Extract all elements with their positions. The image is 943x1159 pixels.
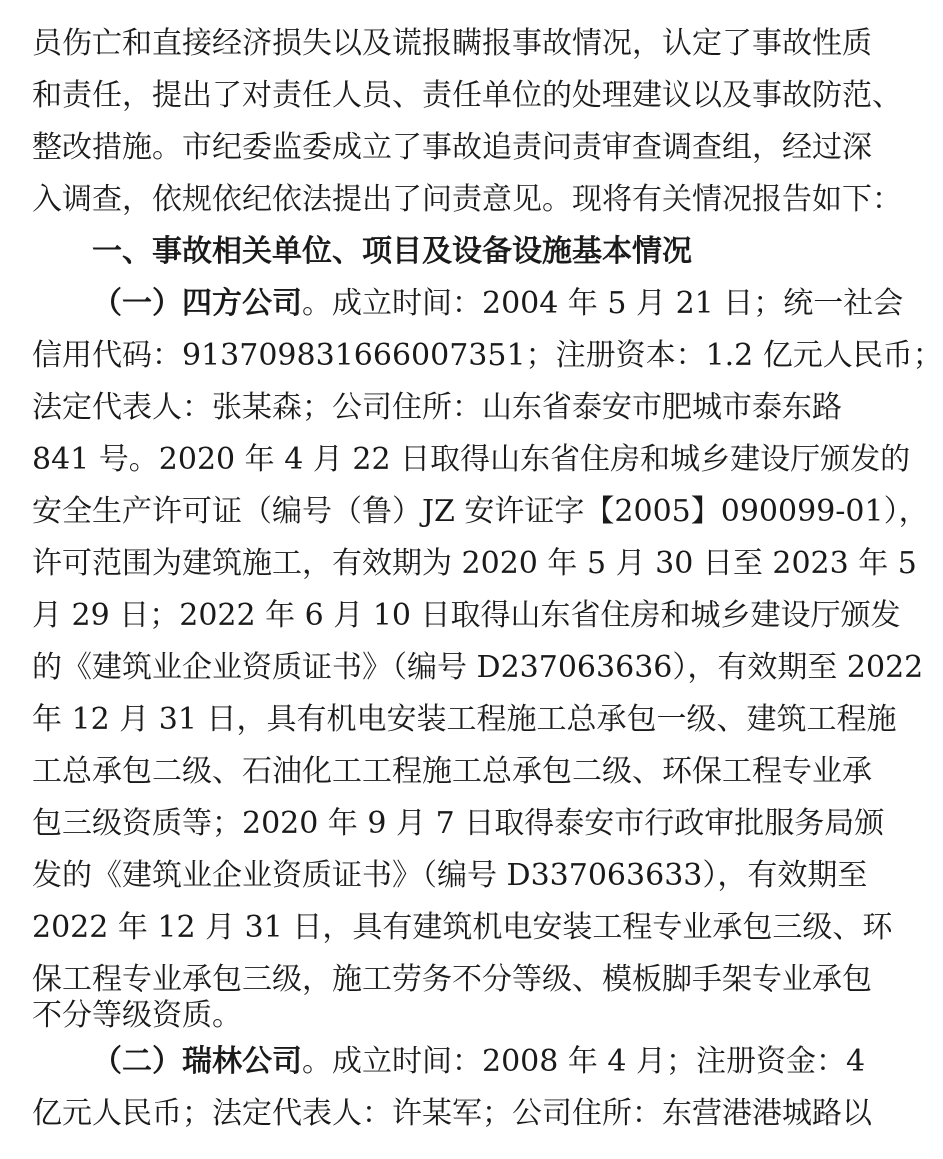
paragraph-line: 保工程专业承包三级，施工劳务不分等级、模板脚手架专业承包 bbox=[32, 962, 872, 997]
paragraph-line: 发的《建筑业企业资质证书》（编号 D337063633），有效期至 bbox=[32, 858, 868, 893]
paragraph-line: 许可范围为建筑施工，有效期为 2020 年 5 月 30 日至 2023 年 5 bbox=[32, 546, 917, 581]
paragraph-line: 法定代表人：张某森；公司住所：山东省泰安市肥城市泰东路 bbox=[32, 390, 842, 425]
paragraph-line: 亿元人民币；法定代表人：许某军；公司住所：东营港港城路以 bbox=[32, 1096, 872, 1131]
section-heading: 一、事故相关单位、项目及设备设施基本情况 bbox=[92, 234, 692, 269]
intro-line: 入调查，依规依纪依法提出了问责意见。现将有关情况报告如下： bbox=[32, 182, 902, 217]
paragraph-last-line: 不分等级资质。 bbox=[32, 998, 242, 1033]
paragraph-line: 月 29 日；2022 年 6 月 10 日取得山东省住房和城乡建设厅颁发 bbox=[32, 598, 901, 633]
paragraph-line: 2022 年 12 月 31 日，具有建筑机电安装工程专业承包三级、环 bbox=[32, 910, 893, 945]
company-2-first-line-text: 。成立时间：2008 年 4 月；注册资金：4 bbox=[302, 1044, 866, 1079]
company-2-label: （二）瑞林公司 bbox=[92, 1044, 302, 1079]
intro-line: 和责任，提出了对责任人员、责任单位的处理建议以及事故防范、 bbox=[32, 78, 902, 113]
company-1-label: （一）四方公司 bbox=[92, 286, 302, 321]
paragraph-line: 841 号。2020 年 4 月 22 日取得山东省住房和城乡建设厅颁发的 bbox=[32, 442, 911, 477]
paragraph-line: 的《建筑业企业资质证书》（编号 D237063636），有效期至 2022 bbox=[32, 650, 924, 685]
paragraph-line: 工总承包二级、石油化工工程施工总承包二级、环保工程专业承 bbox=[32, 754, 872, 789]
company-2-first-line bbox=[92, 1036, 866, 1088]
paragraph-line: 包三级资质等；2020 年 9 月 7 日取得泰安市行政审批服务局颁 bbox=[32, 806, 885, 841]
paragraph-line: 安全生产许可证（编号（鲁）JZ 安许证字【2005】090099-01）， bbox=[32, 494, 929, 529]
paragraph-line: 信用代码：913709831666007351；注册资本：1.2 亿元人民币； bbox=[32, 338, 943, 373]
intro-line: 整改措施。市纪委监委成立了事故追责问责审查调查组，经过深 bbox=[32, 130, 872, 165]
company-1-first-line bbox=[92, 278, 904, 330]
paragraph-line: 年 12 月 31 日，具有机电安装工程施工总承包一级、建筑工程施 bbox=[32, 702, 897, 737]
intro-line: 员伤亡和直接经济损失以及谎报瞒报事故情况，认定了事故性质 bbox=[32, 26, 872, 61]
company-1-first-line-text: 。成立时间：2004 年 5 月 21 日；统一社会 bbox=[302, 286, 904, 321]
